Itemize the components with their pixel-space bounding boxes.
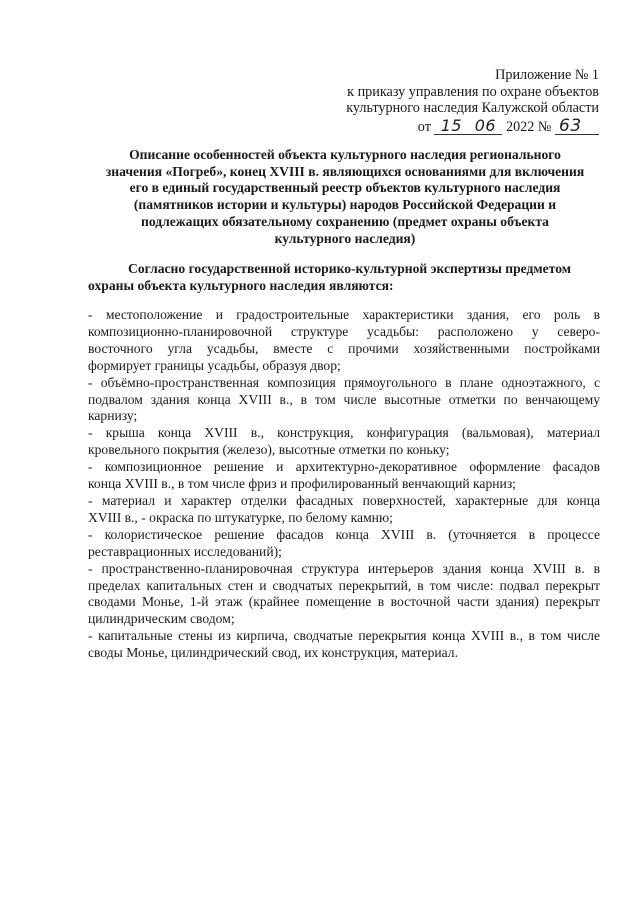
date-year-label: 2022 № [505,118,552,135]
handwritten-order-number: 63 [555,118,599,135]
list-item [88,493,600,527]
list-item-line: - колористическое решение фасадов конца XVIII в. (уточняется в процессе [88,526,600,542]
list-item [88,459,600,493]
list-item-line: - крыша конца XVIII в., конструкция, конфигурация (вальмовая), материал [88,425,600,441]
list-item [88,375,600,426]
title-line: культурного наследия) [274,230,416,246]
list-item-line: - местоположение и градостроительные характеристики здания, его роль в [88,307,600,322]
order-reference-line-2: культурного наследия Калужской области [346,100,599,117]
list-item-line: цилиндрическим сводом; [88,611,235,627]
document-title [95,147,595,247]
title-line: Описание особенностей объекта культурного наследия регионального [129,147,561,162]
handwritten-month: 06 [468,118,502,135]
title-line: подлежащих обязательному сохранению (предмет охраны объекта [141,213,549,229]
list-item [88,628,600,662]
list-item-line: пределах капитальных стен и сводчатых перекрытий, в том числе: подвал перекрыт [88,577,600,593]
list-item [88,307,600,375]
list-item [88,527,600,561]
intro-line: Согласно государственной историко-культурной экспертизы предметом [128,261,572,276]
appendix-header [299,67,599,135]
list-item-line: - объёмно-пространственная композиция прямоугольного в плане одноэтажного, с [88,374,600,390]
appendix-label: Приложение № 1 [495,67,599,83]
list-item [88,561,600,629]
list-item-line: карнизу; [88,408,138,424]
date-prefix: от [417,118,431,135]
list-item-line: композиционно-планировочной структуре усадьбы: расположено у северо- [88,323,600,339]
list-item-line: восточного угла усадьбы, вместе с прочими хозяйственными постройками [88,340,600,356]
protection-subject-list [88,307,600,662]
list-item-line: реставрационных исследований); [88,543,282,559]
list-item-line: кровельного покрытия (железо), высотные отметки по коньку; [88,442,450,458]
title-line: (памятников истории и культуры) народов Российской Федерации и [133,197,557,213]
list-item [88,425,600,459]
intro-paragraph [88,261,598,295]
list-item-line: формирует границы усадьбы, образуя двор; [88,357,341,373]
title-line: его в единый государственный реестр объектов культурного наследия [129,180,561,196]
handwritten-day: 15 [434,118,468,135]
order-reference-line-1: к приказу управления по охране объектов [347,83,599,100]
list-item-line: сводами Монье, 1-й этаж (крайнее помещение в восточной части здания) перекрыт [88,594,600,610]
list-item-line: конца XVIII в., в том числе фриз и профилированный венчающий карниз; [88,476,516,492]
list-item-line: - материал и характер отделки фасадных поверхностей, характерные для конца [88,492,600,508]
list-item-line: своды Монье, цилиндрический свод, их конструкция, материал. [88,645,458,661]
list-item-line: XVIII в., - окраска по штукатурке, по белому камню; [88,509,393,525]
order-date-line [299,115,599,136]
intro-line: охраны объекта культурного наследия являются: [88,277,394,293]
list-item-line: - композиционное решение и архитектурно-декоративное оформление фасадов [88,459,600,475]
title-line: значения «Погреб», конец XVIII в. являющихся основаниями для включения [105,163,585,179]
list-item-line: - пространственно-планировочная структура интерьеров здания конца XVIII в. в [88,560,600,576]
list-item-line: подвалом здания конца XVIII в., в том числе высотные отметки по венчающему [88,391,600,407]
list-item-line: - капитальные стены из кирпича, сводчатые перекрытия конца XVIII в., в том числе [88,628,600,644]
